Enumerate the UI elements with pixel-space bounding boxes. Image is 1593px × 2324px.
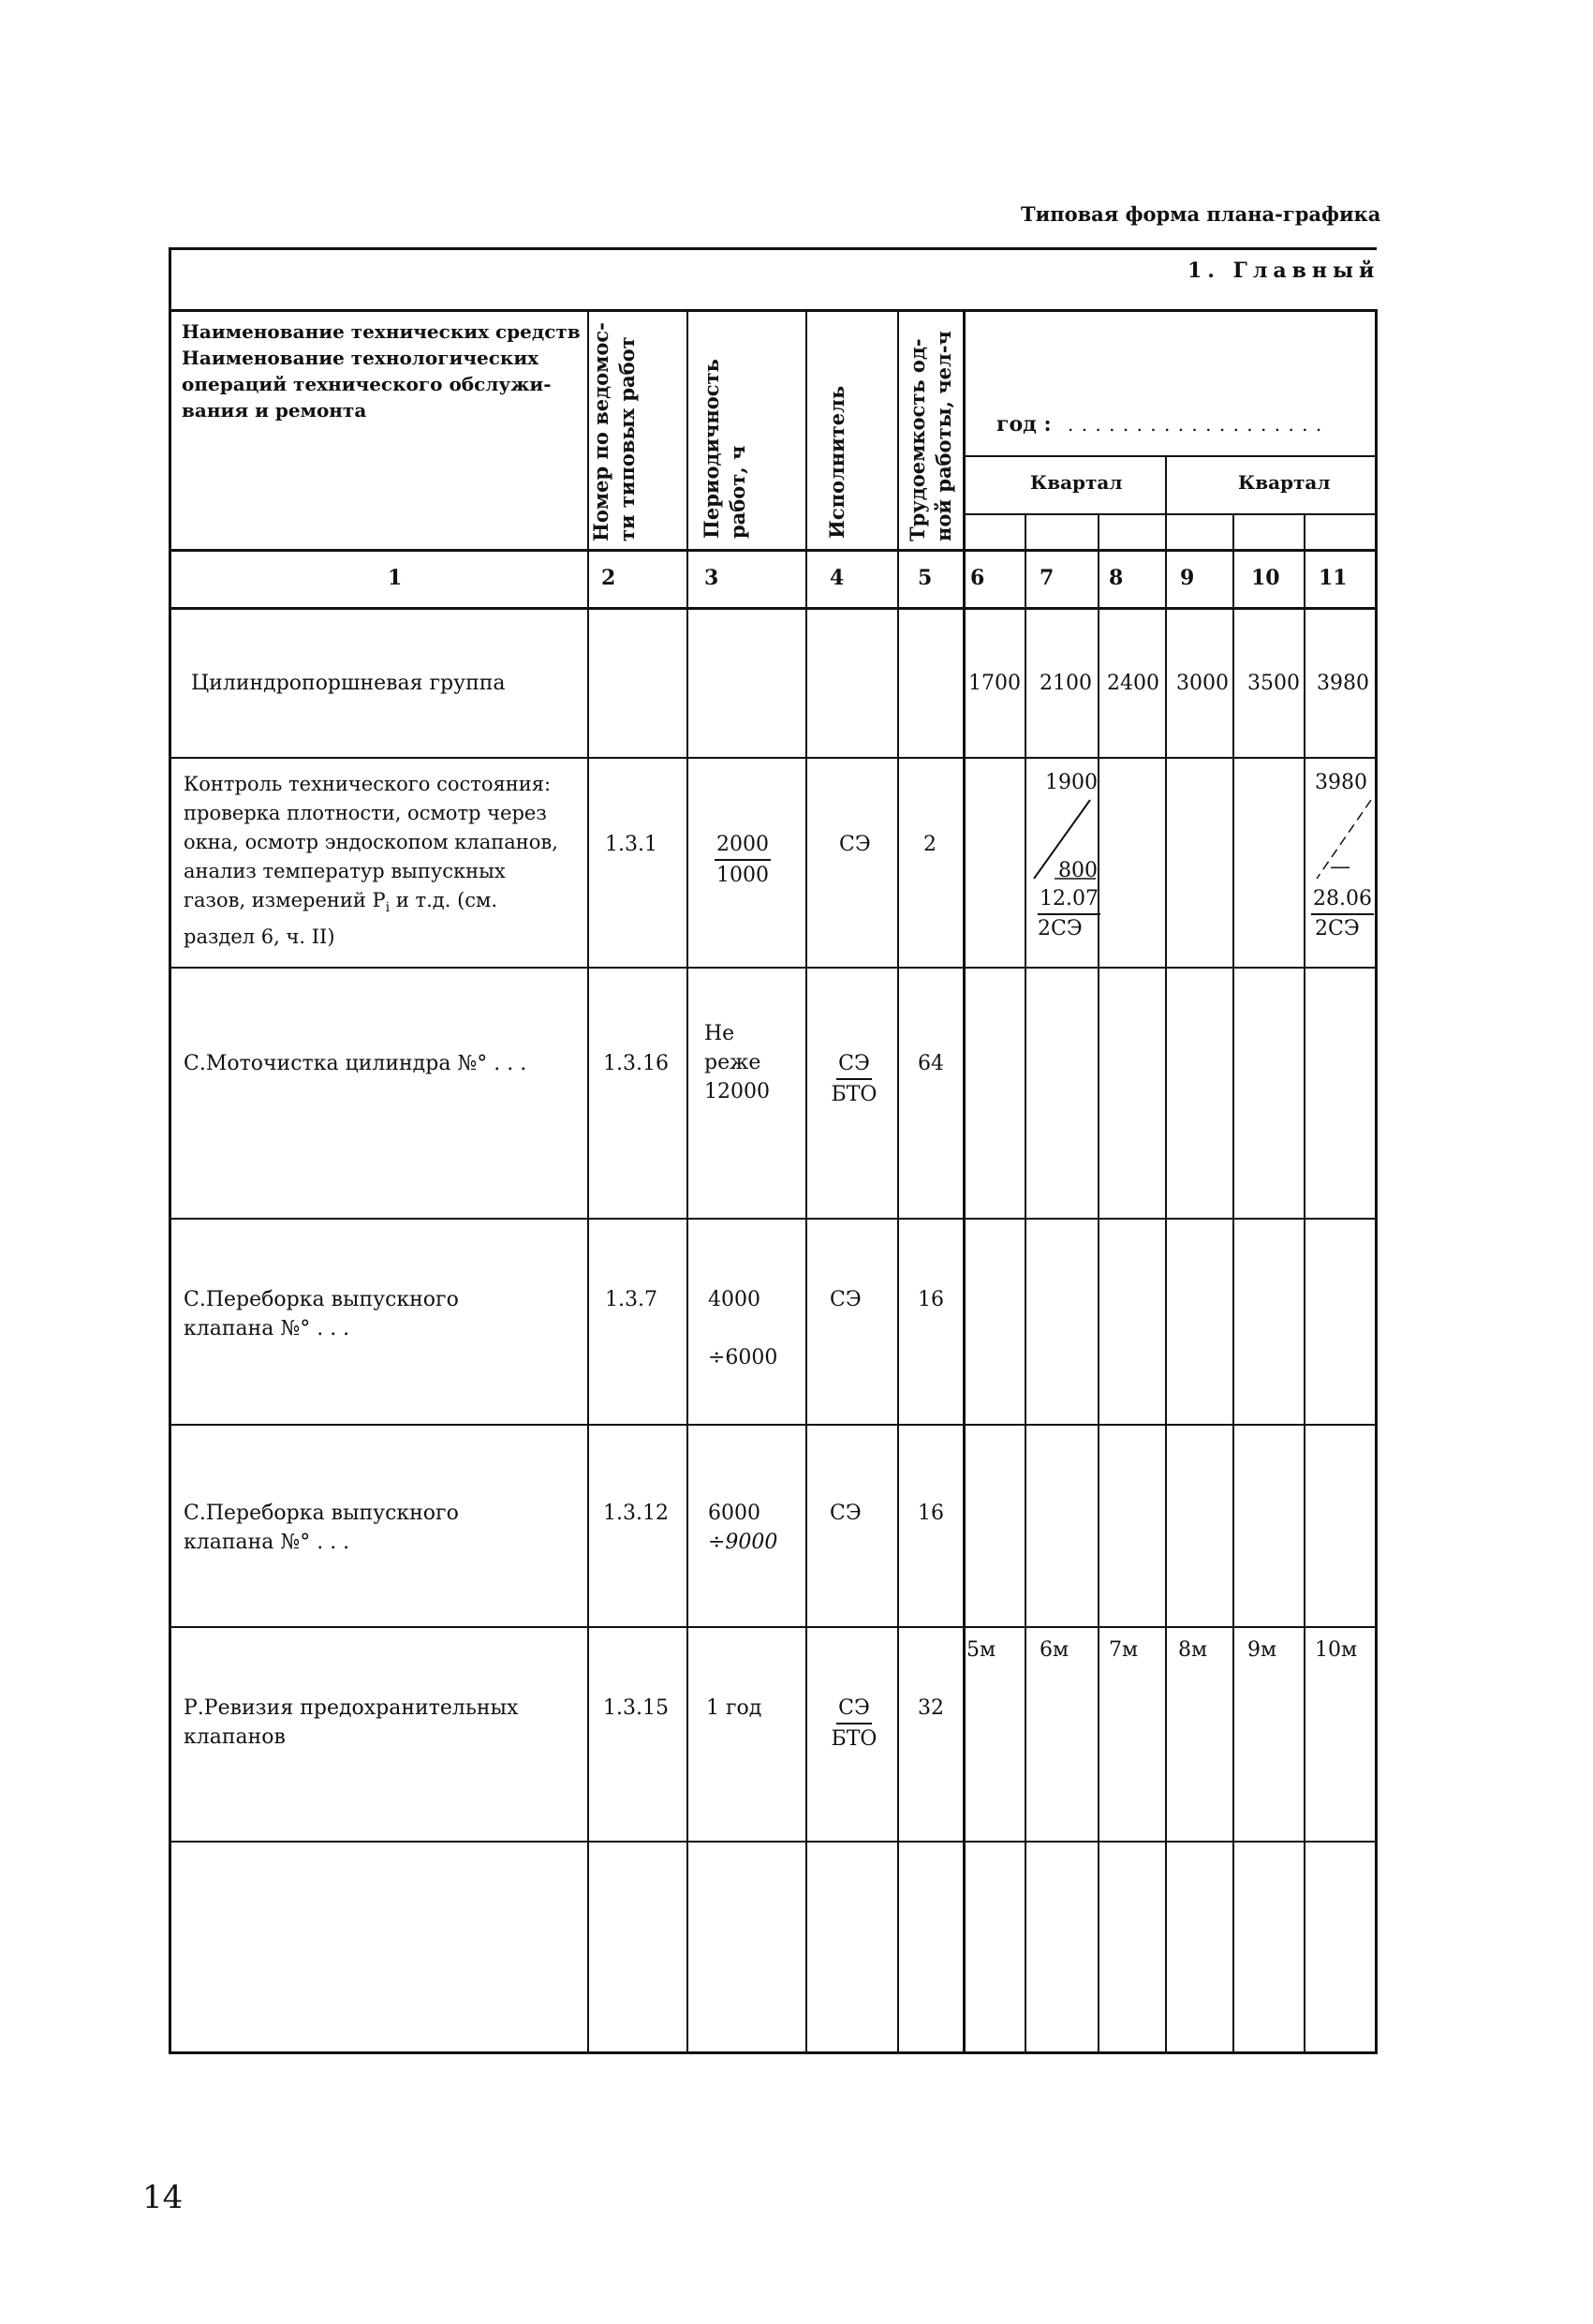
quarter-header-2: Квартал	[1238, 471, 1331, 494]
row5-month-7: 6м	[1040, 1638, 1069, 1662]
form-title: Типовая форма плана-графика	[1021, 202, 1381, 226]
row5-number: 1.3.15	[603, 1696, 669, 1720]
col-number-4: 4	[830, 566, 845, 590]
row1-m7-exec: 2СЭ	[1038, 917, 1083, 940]
group-value-6: 1700	[968, 672, 1021, 695]
row4-executor: СЭ	[830, 1502, 862, 1525]
row3-labor: 16	[918, 1288, 944, 1311]
section-title: 1. Главный	[1187, 259, 1380, 283]
column-header-name: Наименование технических средств Наименование технологических операций технического обслужи- вания и ремонта	[182, 320, 581, 422]
col-number-8: 8	[1109, 566, 1124, 590]
row1-name: Контроль технического состояния: проверка плотности, осмотр через окна, осмотр эндоскопом клапанов, анализ температур выпускных газов, измерений $P_i$ и т.д. (см. раздел 6, ч. II)	[184, 773, 558, 949]
year-label: год :	[996, 412, 1052, 437]
group-value-8: 2400	[1107, 672, 1159, 695]
col-number-6: 6	[970, 566, 985, 590]
column-header-executor: Исполнитель	[825, 385, 848, 539]
row1-m7-mid: 800	[1058, 859, 1098, 882]
row3-executor: СЭ	[830, 1288, 862, 1311]
row1-m7-date: 12.07	[1038, 884, 1100, 915]
column-header-labor: Трудоемкость од- ной работы, чел-ч	[906, 331, 955, 541]
row5-labor: 32	[918, 1696, 944, 1720]
row5-month-8: 7м	[1109, 1638, 1139, 1662]
year-dots: . . . . . . . . . . . . . . . . . . .	[1068, 413, 1323, 436]
group-name: Цилиндропоршневая группа	[191, 672, 506, 695]
group-value-7: 2100	[1040, 672, 1092, 695]
row5-executor: СЭ БТО	[824, 1694, 884, 1754]
col-number-2: 2	[601, 566, 616, 590]
row3-number: 1.3.7	[605, 1288, 657, 1311]
row5-month-9: 8м	[1178, 1638, 1208, 1662]
row2-executor: СЭ БТО	[824, 1049, 884, 1109]
row1-m11-top: 3980	[1315, 771, 1367, 794]
row1-m11-exec: 2СЭ	[1315, 917, 1360, 940]
quarter-header-1: Квартал	[1030, 471, 1123, 494]
column-header-periodicity: Периодичность работ, ч	[700, 359, 749, 539]
row5-month-6: 5м	[966, 1638, 996, 1662]
row1-m7-top: 1900	[1045, 771, 1098, 794]
row2-periodicity: Не реже 12000	[704, 1022, 770, 1103]
row3-periodicity-1: 4000	[708, 1288, 760, 1311]
group-value-10: 3500	[1247, 672, 1300, 695]
row3-name: С.Переборка выпускного клапана №° . . .	[184, 1288, 459, 1340]
col-number-11: 11	[1319, 566, 1348, 590]
row2-labor: 64	[918, 1052, 944, 1075]
col-number-9: 9	[1180, 566, 1195, 590]
col-number-1: 1	[388, 566, 403, 590]
row5-name: Р.Ревизия предохранительных клапанов	[184, 1696, 519, 1749]
row5-month-11: 10м	[1315, 1638, 1358, 1662]
row1-periodicity: 2000 1000	[701, 830, 785, 890]
row4-number: 1.3.12	[603, 1502, 669, 1525]
row1-m11-date: 28.06	[1311, 884, 1374, 915]
col-number-7: 7	[1040, 566, 1055, 590]
row2-number: 1.3.16	[603, 1052, 669, 1075]
row4-periodicity: 6000 ÷9000	[708, 1502, 778, 1554]
row3-periodicity-2: ÷6000	[708, 1346, 778, 1369]
row2-name: С.Моточистка цилиндра №° . . .	[184, 1052, 527, 1075]
col-number-10: 10	[1251, 566, 1280, 590]
row5-month-10: 9м	[1247, 1638, 1277, 1662]
row4-name: С.Переборка выпускного клапана №° . . .	[184, 1502, 459, 1554]
col-number-5: 5	[918, 566, 933, 590]
row4-labor: 16	[918, 1502, 944, 1525]
group-value-9: 3000	[1176, 672, 1229, 695]
row1-number: 1.3.1	[605, 833, 657, 856]
row5-periodicity: 1 год	[706, 1696, 762, 1720]
row1-executor: СЭ	[839, 833, 871, 856]
column-header-number: Номер по ведомос- ти типовых работ	[589, 322, 639, 541]
page-number: 14	[142, 2179, 184, 2216]
col-number-3: 3	[704, 566, 719, 590]
group-value-11: 3980	[1317, 672, 1369, 695]
row1-labor: 2	[923, 833, 937, 856]
row1-m11-mid: —	[1330, 855, 1350, 879]
